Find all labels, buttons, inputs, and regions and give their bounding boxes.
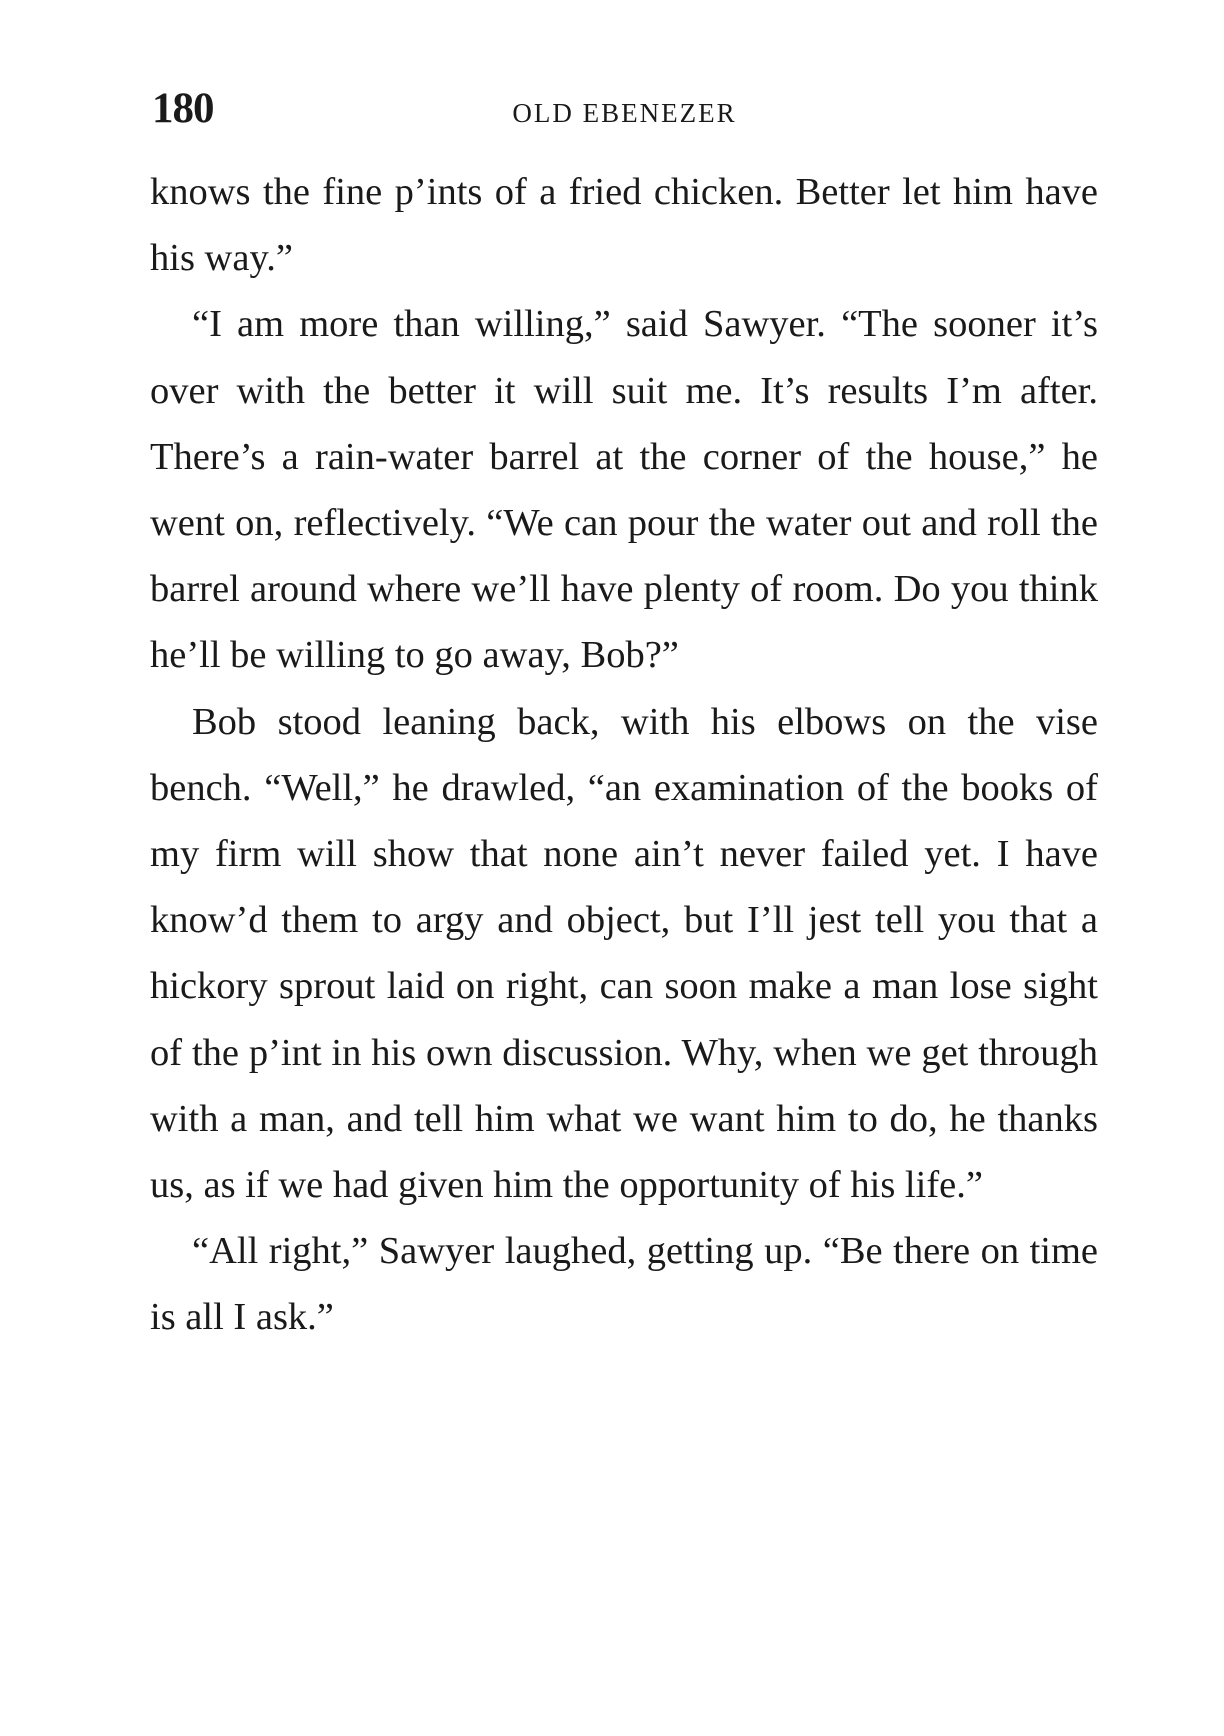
paragraph: “All right,” Sawyer laughed, getting up. “Be there on time is all I ask.” <box>150 1230 1098 1339</box>
page-number: 180 <box>152 85 214 132</box>
running-head <box>152 84 1097 144</box>
body-text <box>150 159 1098 1351</box>
paragraph: knows the fine p’ints of a fried chicken. Better let him have his way.” <box>150 171 1098 280</box>
paragraph: Bob stood leaning back, with his elbows on the vise bench. “Well,” he drawled, “an examination of the books of my firm will show that none ain’t never failed yet. I have know’d them to argy and object, but I’ll jest tell you that a hickory sprout laid on right, can soon make a man lose sight of the p’int in his own discussion. Why, when we get through with a man, and tell him what we want him to do, he thanks us, as if we had given him the opportunity of his life.” <box>150 700 1098 1207</box>
paragraph: “I am more than willing,” said Sawyer. “The sooner it’s over with the better it will suit me. It’s results I’m after. There’s a rain-water barrel at the corner of the house,” he went on, reflectively. “We can pour the water out and roll the barrel around where we’ll have plenty of room. Do you think he’ll be willing to go away, Bob?” <box>150 303 1098 677</box>
running-title: OLD EBENEZER <box>512 98 737 128</box>
